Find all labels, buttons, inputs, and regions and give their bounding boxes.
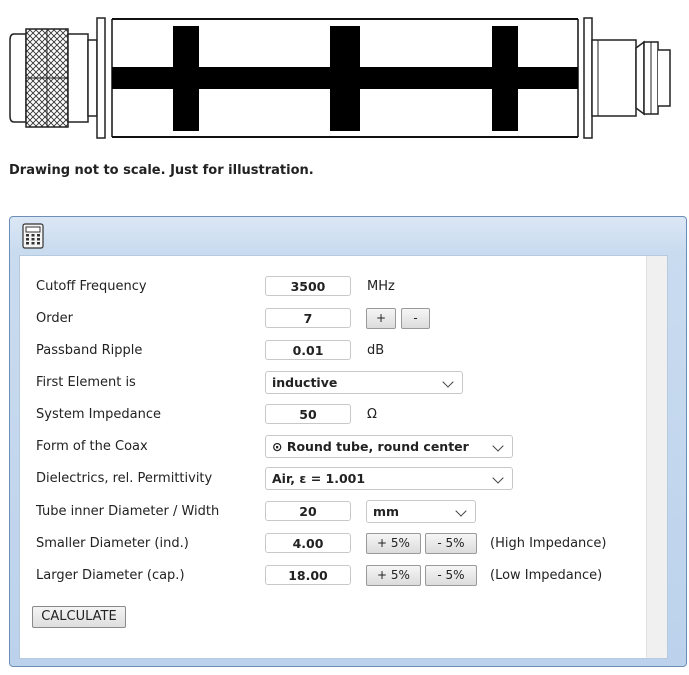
label-order: Order bbox=[36, 311, 73, 326]
first-element-value: inductive bbox=[272, 375, 338, 390]
disc-3 bbox=[492, 26, 518, 131]
unit-ripple: dB bbox=[367, 343, 385, 358]
larger-note: (Low Impedance) bbox=[490, 568, 603, 583]
disc-2 bbox=[330, 26, 360, 131]
cutoff-input[interactable]: 3500 bbox=[265, 276, 351, 296]
coax-form-select[interactable] bbox=[265, 435, 513, 458]
label-larger-diameter: Larger Diameter (cap.) bbox=[36, 568, 185, 583]
dielectric-select[interactable] bbox=[265, 467, 513, 490]
larger-minus-button[interactable]: - 5% bbox=[425, 565, 477, 586]
tube-unit-select[interactable] bbox=[366, 500, 476, 523]
row-coax-form bbox=[20, 435, 650, 459]
order-minus-button[interactable]: - bbox=[401, 308, 430, 329]
disc-1 bbox=[173, 26, 199, 131]
larger-diameter-input[interactable]: 18.00 bbox=[265, 565, 351, 585]
left-connector bbox=[10, 18, 105, 138]
smaller-note: (High Impedance) bbox=[490, 536, 607, 551]
smaller-minus-button[interactable]: - 5% bbox=[425, 533, 477, 554]
unit-cutoff: MHz bbox=[367, 279, 395, 294]
ripple-input[interactable]: 0.01 bbox=[265, 340, 351, 360]
label-tube-diameter: Tube inner Diameter / Width bbox=[36, 504, 220, 519]
unit-impedance: Ω bbox=[367, 407, 377, 422]
row-order bbox=[20, 307, 650, 331]
row-ripple bbox=[20, 339, 650, 363]
row-tube-diameter bbox=[20, 500, 650, 524]
impedance-input[interactable]: 50 bbox=[265, 404, 351, 424]
chevron-down-icon bbox=[455, 505, 466, 516]
form-area bbox=[19, 255, 668, 659]
smaller-diameter-input[interactable]: 4.00 bbox=[265, 533, 351, 553]
row-dielectric bbox=[20, 467, 650, 491]
order-plus-button[interactable]: + bbox=[366, 308, 396, 329]
calculator-icon bbox=[22, 223, 44, 249]
order-input[interactable]: 7 bbox=[265, 308, 351, 328]
chevron-down-icon bbox=[492, 440, 503, 451]
round-coax-icon: ⊙ bbox=[272, 439, 283, 454]
label-cutoff: Cutoff Frequency bbox=[36, 279, 147, 294]
right-connector bbox=[584, 18, 670, 138]
tube-diameter-input[interactable]: 20 bbox=[265, 501, 351, 521]
coax-filter-drawing bbox=[0, 0, 689, 150]
larger-plus-button[interactable]: + 5% bbox=[366, 565, 421, 586]
label-smaller-diameter: Smaller Diameter (ind.) bbox=[36, 536, 189, 551]
label-first-element: First Element is bbox=[36, 375, 136, 390]
row-smaller-diameter bbox=[20, 532, 650, 556]
drawing-note: Drawing not to scale. Just for illustration. bbox=[9, 163, 314, 178]
calculator-panel bbox=[9, 216, 687, 667]
label-ripple: Passband Ripple bbox=[36, 343, 143, 358]
smaller-plus-button[interactable]: + 5% bbox=[366, 533, 421, 554]
dielectric-value: Air, ε = 1.001 bbox=[272, 471, 366, 486]
coax-form-value: Round tube, round center bbox=[286, 439, 469, 454]
label-coax-form: Form of the Coax bbox=[36, 439, 148, 454]
label-impedance: System Impedance bbox=[36, 407, 161, 422]
row-impedance bbox=[20, 403, 650, 427]
row-cutoff bbox=[20, 275, 650, 299]
chevron-down-icon bbox=[492, 472, 503, 483]
row-larger-diameter bbox=[20, 564, 650, 588]
row-first-element bbox=[20, 371, 650, 395]
calculate-button[interactable]: CALCULATE bbox=[32, 606, 126, 628]
first-element-select[interactable] bbox=[265, 371, 463, 394]
coax-tube bbox=[112, 19, 578, 137]
tube-unit-value: mm bbox=[373, 504, 400, 519]
chevron-down-icon bbox=[442, 376, 453, 387]
label-dielectric: Dielectrics, rel. Permittivity bbox=[36, 471, 213, 486]
